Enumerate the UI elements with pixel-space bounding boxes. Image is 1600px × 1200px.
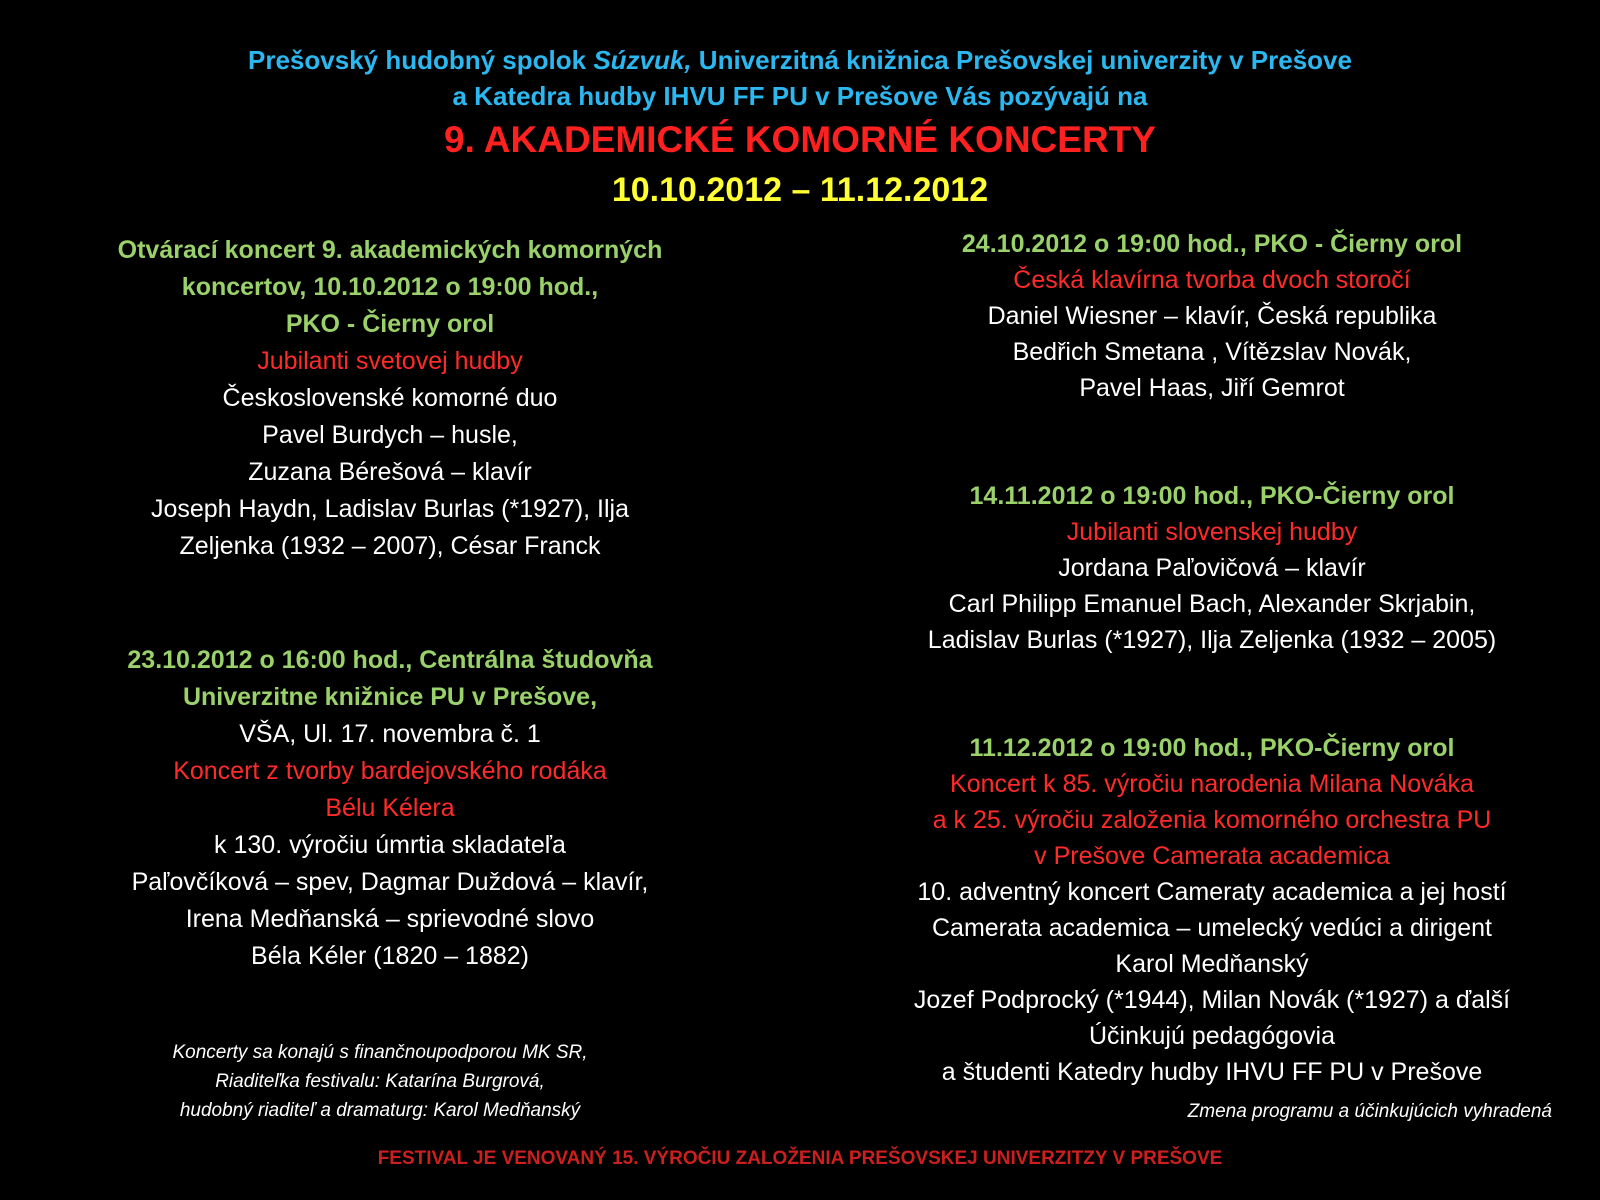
event-keler-concert [40,642,740,975]
credits-line: Riaditeľka festivalu: Katarína Burgrová, [215,1071,545,1092]
event-title: Česká klavírna tvorba dvoch storočí [1013,266,1411,294]
event-detail: Československé komorné duo [222,384,558,412]
organizers-line-1 [0,42,1600,78]
event-title: Jubilanti svetovej hudby [257,347,523,375]
event-heading: PKO - Čierny orol [285,310,495,338]
event-detail: Paľovčíková – spev, Dagmar Duždová – klavír, [131,868,649,896]
event-heading: koncertov, 10.10.2012 o 19:00 hod., [181,273,599,301]
event-camerata-advent [862,730,1562,1090]
event-heading: 24.10.2012 o 19:00 hod., PKO - Čierny orol [961,230,1463,258]
event-detail: Pavel Burdych – husle, [262,421,518,449]
dedication-footer: FESTIVAL JE VENOVANÝ 15. VÝROČIU ZALOŽENIA PREŠOVSKEJ UNIVERZITZY V PREŠOVE [377,1148,1223,1169]
event-czech-piano [862,226,1562,406]
event-opening-concert [40,232,740,565]
event-detail: Jordana Paľovičová – klavír [1058,554,1366,582]
organizers-text-suzvuk: Súzvuk, [593,45,692,75]
credits-line: Koncerty sa konajú s finančnoupodporou MK SR, [172,1042,588,1063]
event-title: Koncert z tvorby bardejovského rodáka [173,757,607,785]
event-detail: k 130. výročiu úmrtia skladateľa [214,831,566,859]
credits-line: hudobný riaditeľ a dramaturg: Karol Medňanský [179,1100,581,1121]
event-detail: 10. adventný koncert Cameraty academica a jej hostí [917,878,1507,906]
event-title: v Prešove Camerata academica [1034,842,1390,870]
event-slovak-jubilants [862,478,1562,658]
organizers-line-2: a Katedra hudby IHVU FF PU v Prešove Vás pozývajú na [452,81,1148,111]
festival-dates: 10.10.2012 – 11.12.2012 [611,171,989,209]
invitation-header [0,42,1600,214]
event-detail: Zeljenka (1932 – 2007), César Franck [179,532,601,560]
event-detail: Pavel Haas, Jiří Gemrot [1079,374,1345,402]
event-title: Koncert k 85. výročiu narodenia Milana Nováka [950,770,1474,798]
event-detail: a študenti Katedry hudby IHVU FF PU v Prešove [941,1058,1483,1086]
event-heading: Univerzitne knižnice PU v Prešove, [182,683,598,711]
program-change-note: Zmena programu a účinkujúcich vyhradená [1187,1101,1552,1122]
event-detail: Ladislav Burlas (*1927), Ilja Zeljenka (1932 – 2005) [927,626,1497,654]
organizers-text-a: Prešovský hudobný spolok [248,45,594,75]
event-detail: Účinkujú pedagógovia [1088,1022,1335,1050]
event-heading: 23.10.2012 o 16:00 hod., Centrálna študovňa [127,646,653,674]
event-detail: Bedřich Smetana , Vítězslav Novák, [1012,338,1412,366]
event-detail: Camerata academica – umelecký vedúci a dirigent [932,914,1492,942]
event-detail: Irena Medňanská – sprievodné slovo [185,905,595,933]
event-title: Jubilanti slovenskej hudby [1066,518,1358,546]
festival-credits [120,1038,640,1125]
event-heading: 11.12.2012 o 19:00 hod., PKO-Čierny orol [969,734,1455,762]
event-detail: Carl Philipp Emanuel Bach, Alexander Skrjabin, [948,590,1476,618]
event-title: Bélu Kélera [325,794,455,822]
festival-title: 9. AKADEMICKÉ KOMORNÉ KONCERTY [444,119,1156,160]
event-heading: 14.11.2012 o 19:00 hod., PKO-Čierny orol [969,482,1455,510]
event-address: VŠA, Ul. 17. novembra č. 1 [239,720,541,748]
organizers-text-b: Univerzitná knižnica Prešovskej univerzity v Prešove [691,45,1352,75]
event-heading: Otvárací koncert 9. akademických komorných [117,236,663,264]
event-detail: Daniel Wiesner – klavír, Česká republika [987,302,1437,330]
event-detail: Zuzana Bérešová – klavír [248,458,532,486]
event-detail: Karol Medňanský [1115,950,1309,978]
event-title: a k 25. výročiu založenia komorného orchestra PU [932,806,1492,834]
event-detail: Béla Kéler (1820 – 1882) [251,942,529,970]
event-detail: Joseph Haydn, Ladislav Burlas (*1927), Ilja [150,495,630,523]
event-detail: Jozef Podprocký (*1944), Milan Novák (*1927) a ďalší [913,986,1511,1014]
